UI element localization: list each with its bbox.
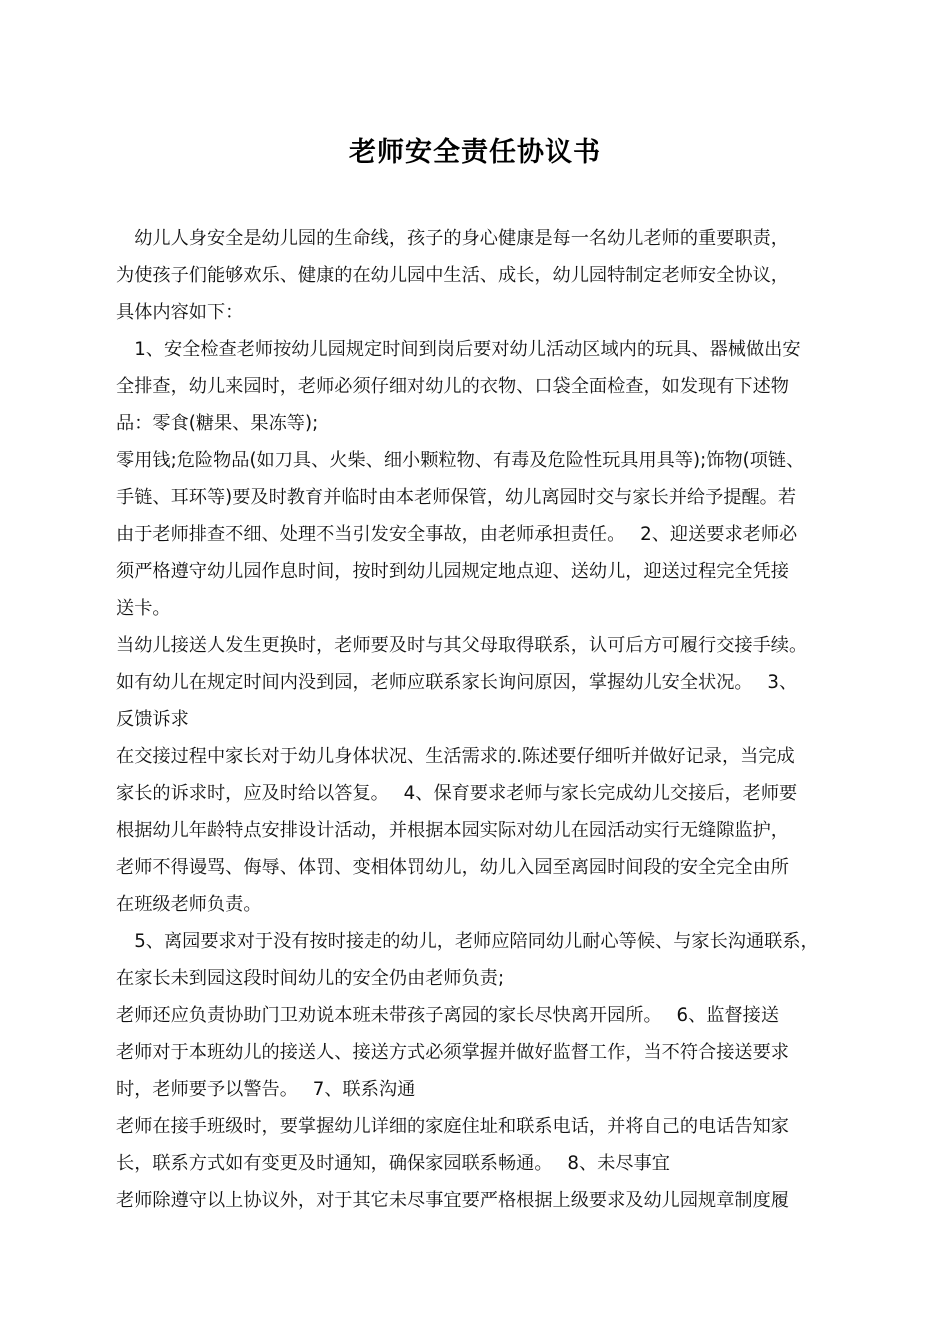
body-line-3: 具体内容如下： bbox=[116, 302, 244, 323]
body-line-20: 5、离园要求对于没有按时接走的幼儿，老师应陪同幼儿耐心等候、与家长沟通联系， bbox=[116, 931, 819, 952]
body-line-6: 品：零食(糖果、果冻等); bbox=[116, 413, 319, 434]
body-line-26: 长，联系方式如有变更及时通知，确保家园联系畅通。 8、未尽事宜 bbox=[116, 1153, 670, 1174]
body-line-18: 老师不得谩骂、侮辱、体罚、变相体罚幼儿，幼儿入园至离园时间段的安全完全由所 bbox=[116, 857, 789, 878]
body-line-1: 幼儿人身安全是幼儿园的生命线，孩子的身心健康是每一名幼儿老师的重要职责， bbox=[116, 228, 789, 249]
body-line-25: 老师在接手班级时，要掌握幼儿详细的家庭住址和联系电话，并将自己的电话告知家 bbox=[116, 1116, 789, 1137]
body-line-2: 为使孩子们能够欢乐、健康的在幼儿园中生活、成长，幼儿园特制定老师安全协议， bbox=[116, 265, 789, 286]
body-line-9: 由于老师排查不细、处理不当引发安全事故，由老师承担责任。 2、迎送要求老师必 bbox=[116, 524, 798, 545]
body-line-8: 手链、耳环等)要及时教育并临时由本老师保管，幼儿离园时交与家长并给予提醒。若 bbox=[116, 487, 797, 508]
body-line-12: 当幼儿接送人发生更换时，老师要及时与其父母取得联系，认可后方可履行交接手续。 bbox=[116, 635, 808, 656]
body-line-11: 送卡。 bbox=[116, 598, 171, 619]
body-line-5: 全排查，幼儿来园时，老师必须仔细对幼儿的衣物、口袋全面检查，如发现有下述物 bbox=[116, 376, 789, 397]
body-line-22: 老师还应负责协助门卫劝说本班未带孩子离园的家长尽快离开园所。 6、监督接送 bbox=[116, 1005, 780, 1026]
body-line-21: 在家长未到园这段时间幼儿的安全仍由老师负责; bbox=[116, 968, 505, 989]
body-line-7: 零用钱;危险物品(如刀具、火柴、细小颗粒物、有毒及危险性玩具用具等);饰物(项链、 bbox=[116, 450, 805, 471]
body-line-23: 老师对于本班幼儿的接送人、接送方式必须掌握并做好监督工作，当不符合接送要求 bbox=[116, 1042, 789, 1063]
body-line-19: 在班级老师负责。 bbox=[116, 894, 262, 915]
body-line-14: 反馈诉求 bbox=[116, 709, 189, 730]
body-line-13: 如有幼儿在规定时间内没到园，老师应联系家长询问原因，掌握幼儿安全状况。 3、 bbox=[116, 672, 798, 693]
body-line-17: 根据幼儿年龄特点安排设计活动，并根据本园实际对幼儿在园活动实行无缝隙监护， bbox=[116, 820, 789, 841]
body-line-4: 1、安全检查老师按幼儿园规定时间到岗后要对幼儿活动区域内的玩具、器械做出安 bbox=[116, 339, 801, 360]
body-line-16: 家长的诉求时，应及时给以答复。 4、保育要求老师与家长完成幼儿交接后，老师要 bbox=[116, 783, 798, 804]
body-line-24: 时，老师要予以警告。 7、联系沟通 bbox=[116, 1079, 416, 1100]
document-title: 老师安全责任协议书 bbox=[349, 137, 601, 168]
body-line-15: 在交接过程中家长对于幼儿身体状况、生活需求的.陈述要仔细听并做好记录，当完成 bbox=[116, 746, 795, 767]
body-line-27: 老师除遵守以上协议外，对于其它未尽事宜要严格根据上级要求及幼儿园规章制度履 bbox=[116, 1190, 789, 1211]
body-line-10: 须严格遵守幼儿园作息时间，按时到幼儿园规定地点迎、送幼儿，迎送过程完全凭接 bbox=[116, 561, 789, 582]
